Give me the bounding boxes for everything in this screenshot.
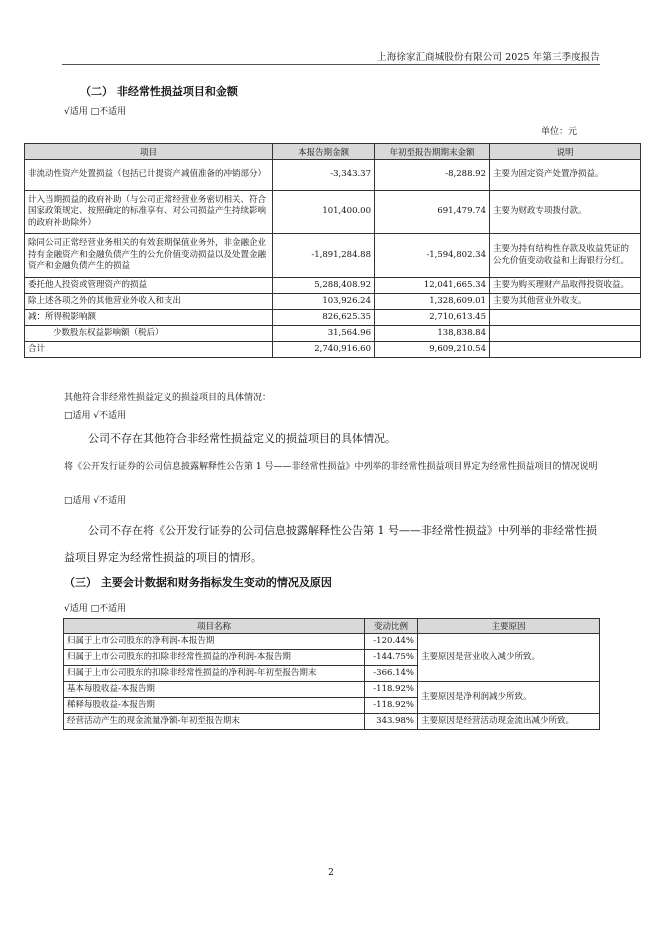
row-item: 基本每股收益-本报告期: [64, 682, 365, 698]
table-row: [64, 634, 600, 650]
financial-changes-table: [63, 618, 600, 730]
row-current: 2,740,916.60: [273, 342, 375, 358]
row-ytd: 138,838.84: [375, 326, 490, 342]
row-ytd: 9,609,210.54: [375, 342, 490, 358]
explain-paragraph: 公司不存在将《公开发行证券的公司信息披露解释性公告第 1 号——非经常性损益》中列举的非经常性损益项目界定为经常性损益的项目的情形。: [64, 524, 597, 564]
table-row: [25, 160, 641, 191]
row-ytd: -8,288.92: [375, 160, 490, 191]
row-note: 主要为购买理财产品取得投资收益。: [490, 278, 641, 294]
row-ytd: -1,594,802.34: [375, 234, 490, 278]
table-row: [64, 714, 600, 730]
report-header-title: 上海徐家汇商城股份有限公司 2025 年第三季度报告: [377, 52, 600, 63]
section3-applicable: √适用 □不适用: [64, 604, 127, 614]
table-row: [25, 294, 641, 310]
row-ratio: -118.92%: [365, 698, 418, 714]
row-ytd: 2,710,613.45: [375, 310, 490, 326]
row-current: 826,625.35: [273, 310, 375, 326]
row-current: -1,891,284.88: [273, 234, 375, 278]
row-note: 主要为财政专项拨付款。: [490, 191, 641, 234]
row-reason: 主要原因是营业收入减少所致。: [418, 634, 600, 682]
col-header-item-name: 项目名称: [64, 619, 365, 634]
row-ytd: 691,479.74: [375, 191, 490, 234]
row-reason: 主要原因是经营活动现金流出减少所致。: [418, 714, 600, 730]
row-ratio: -118.92%: [365, 682, 418, 698]
row-item: 少数股东权益影响额（税后）: [25, 326, 273, 342]
row-item: 稀释每股收益-本报告期: [64, 698, 365, 714]
section2-title: （二） 非经常性损益项目和金额: [80, 85, 238, 98]
row-note: 主要为固定资产处置净损益。: [490, 160, 641, 191]
other-items-applicable: □适用 √不适用: [64, 411, 127, 421]
table-row: [25, 234, 641, 278]
row-current: 101,400.00: [273, 191, 375, 234]
row-item: 归属于上市公司股东的净利润-本报告期: [64, 634, 365, 650]
row-item: 计入当期损益的政府补助（与公司正常经营业务密切相关、符合国家政策规定、按照确定的标准享有、对公司损益产生持续影响的政府补助除外）: [25, 191, 273, 234]
row-item: 经营活动产生的现金流量净额-年初至报告期末: [64, 714, 365, 730]
row-item: 归属于上市公司股东的扣除非经常性损益的净利润-本报告期: [64, 650, 365, 666]
row-ratio: -120.44%: [365, 634, 418, 650]
row-ratio: 343.98%: [365, 714, 418, 730]
table-row: [64, 682, 600, 698]
col-header-reason: 主要原因: [418, 619, 600, 634]
row-item: 除同公司正常经营业务相关的有效套期保值业务外，非金融企业持有金融资产和金融负债产生的公允价值变动损益以及处置金融资产和金融负债产生的损益: [25, 234, 273, 278]
row-note: 主要为持有结构性存款及收益凭证的公允价值变动收益和上海银行分红。: [490, 234, 641, 278]
row-ytd: 1,328,609.01: [375, 294, 490, 310]
row-note: [490, 326, 641, 342]
row-note: [490, 342, 641, 358]
col-header-current: 本报告期金额: [273, 144, 375, 160]
section3-title: （三） 主要会计数据和财务指标发生变动的情况及原因: [64, 576, 332, 589]
table-header-row: [64, 619, 600, 634]
row-current: 103,926.24: [273, 294, 375, 310]
other-items-paragraph: 公司不存在其他符合非经常性损益定义的损益项目的具体情况。: [88, 432, 396, 445]
row-item: 除上述各项之外的其他营业外收入和支出: [25, 294, 273, 310]
row-item: 合计: [25, 342, 273, 358]
row-reason: 主要原因是净利润减少所致。: [418, 682, 600, 714]
table-row: [25, 326, 641, 342]
table-header-row: [25, 144, 641, 160]
table-row: [25, 278, 641, 294]
row-item: 非流动性资产处置损益（包括已计提资产减值准备的冲销部分）: [25, 160, 273, 191]
table-row: [25, 191, 641, 234]
row-ytd: 12,041,665.34: [375, 278, 490, 294]
row-note: 主要为其他营业外收支。: [490, 294, 641, 310]
row-item: 减：所得税影响额: [25, 310, 273, 326]
section2-applicable: √适用 □不适用: [64, 107, 127, 117]
page-number: 2: [328, 868, 334, 878]
non-recurring-gains-table: [24, 143, 641, 358]
row-current: 31,564.96: [273, 326, 375, 342]
row-item: 归属于上市公司股东的扣除非经常性损益的净利润-年初至报告期末: [64, 666, 365, 682]
col-header-ytd: 年初至报告期期末金额: [375, 144, 490, 160]
explain-label: 将《公开发行证券的公司信息披露解释性公告第 1 号——非经常性损益》中列举的非经常性损益项目界定为经常性损益项目的情况说明: [64, 462, 598, 472]
row-note: [490, 310, 641, 326]
other-items-label: 其他符合非经常性损益定义的损益项目的具体情况：: [64, 393, 272, 403]
row-ratio: -144.75%: [365, 650, 418, 666]
table-row: [25, 310, 641, 326]
row-current: -3,343.37: [273, 160, 375, 191]
explain-applicable: □适用 √不适用: [64, 496, 127, 506]
col-header-ratio: 变动比例: [365, 619, 418, 634]
table-row-total: [25, 342, 641, 358]
row-ratio: -366.14%: [365, 666, 418, 682]
col-header-item: 项目: [25, 144, 273, 160]
header-divider: [62, 64, 600, 65]
row-current: 5,288,408.92: [273, 278, 375, 294]
col-header-note: 说明: [490, 144, 641, 160]
row-item: 委托他人投资或管理资产的损益: [25, 278, 273, 294]
unit-label: 单位：元: [541, 127, 578, 137]
